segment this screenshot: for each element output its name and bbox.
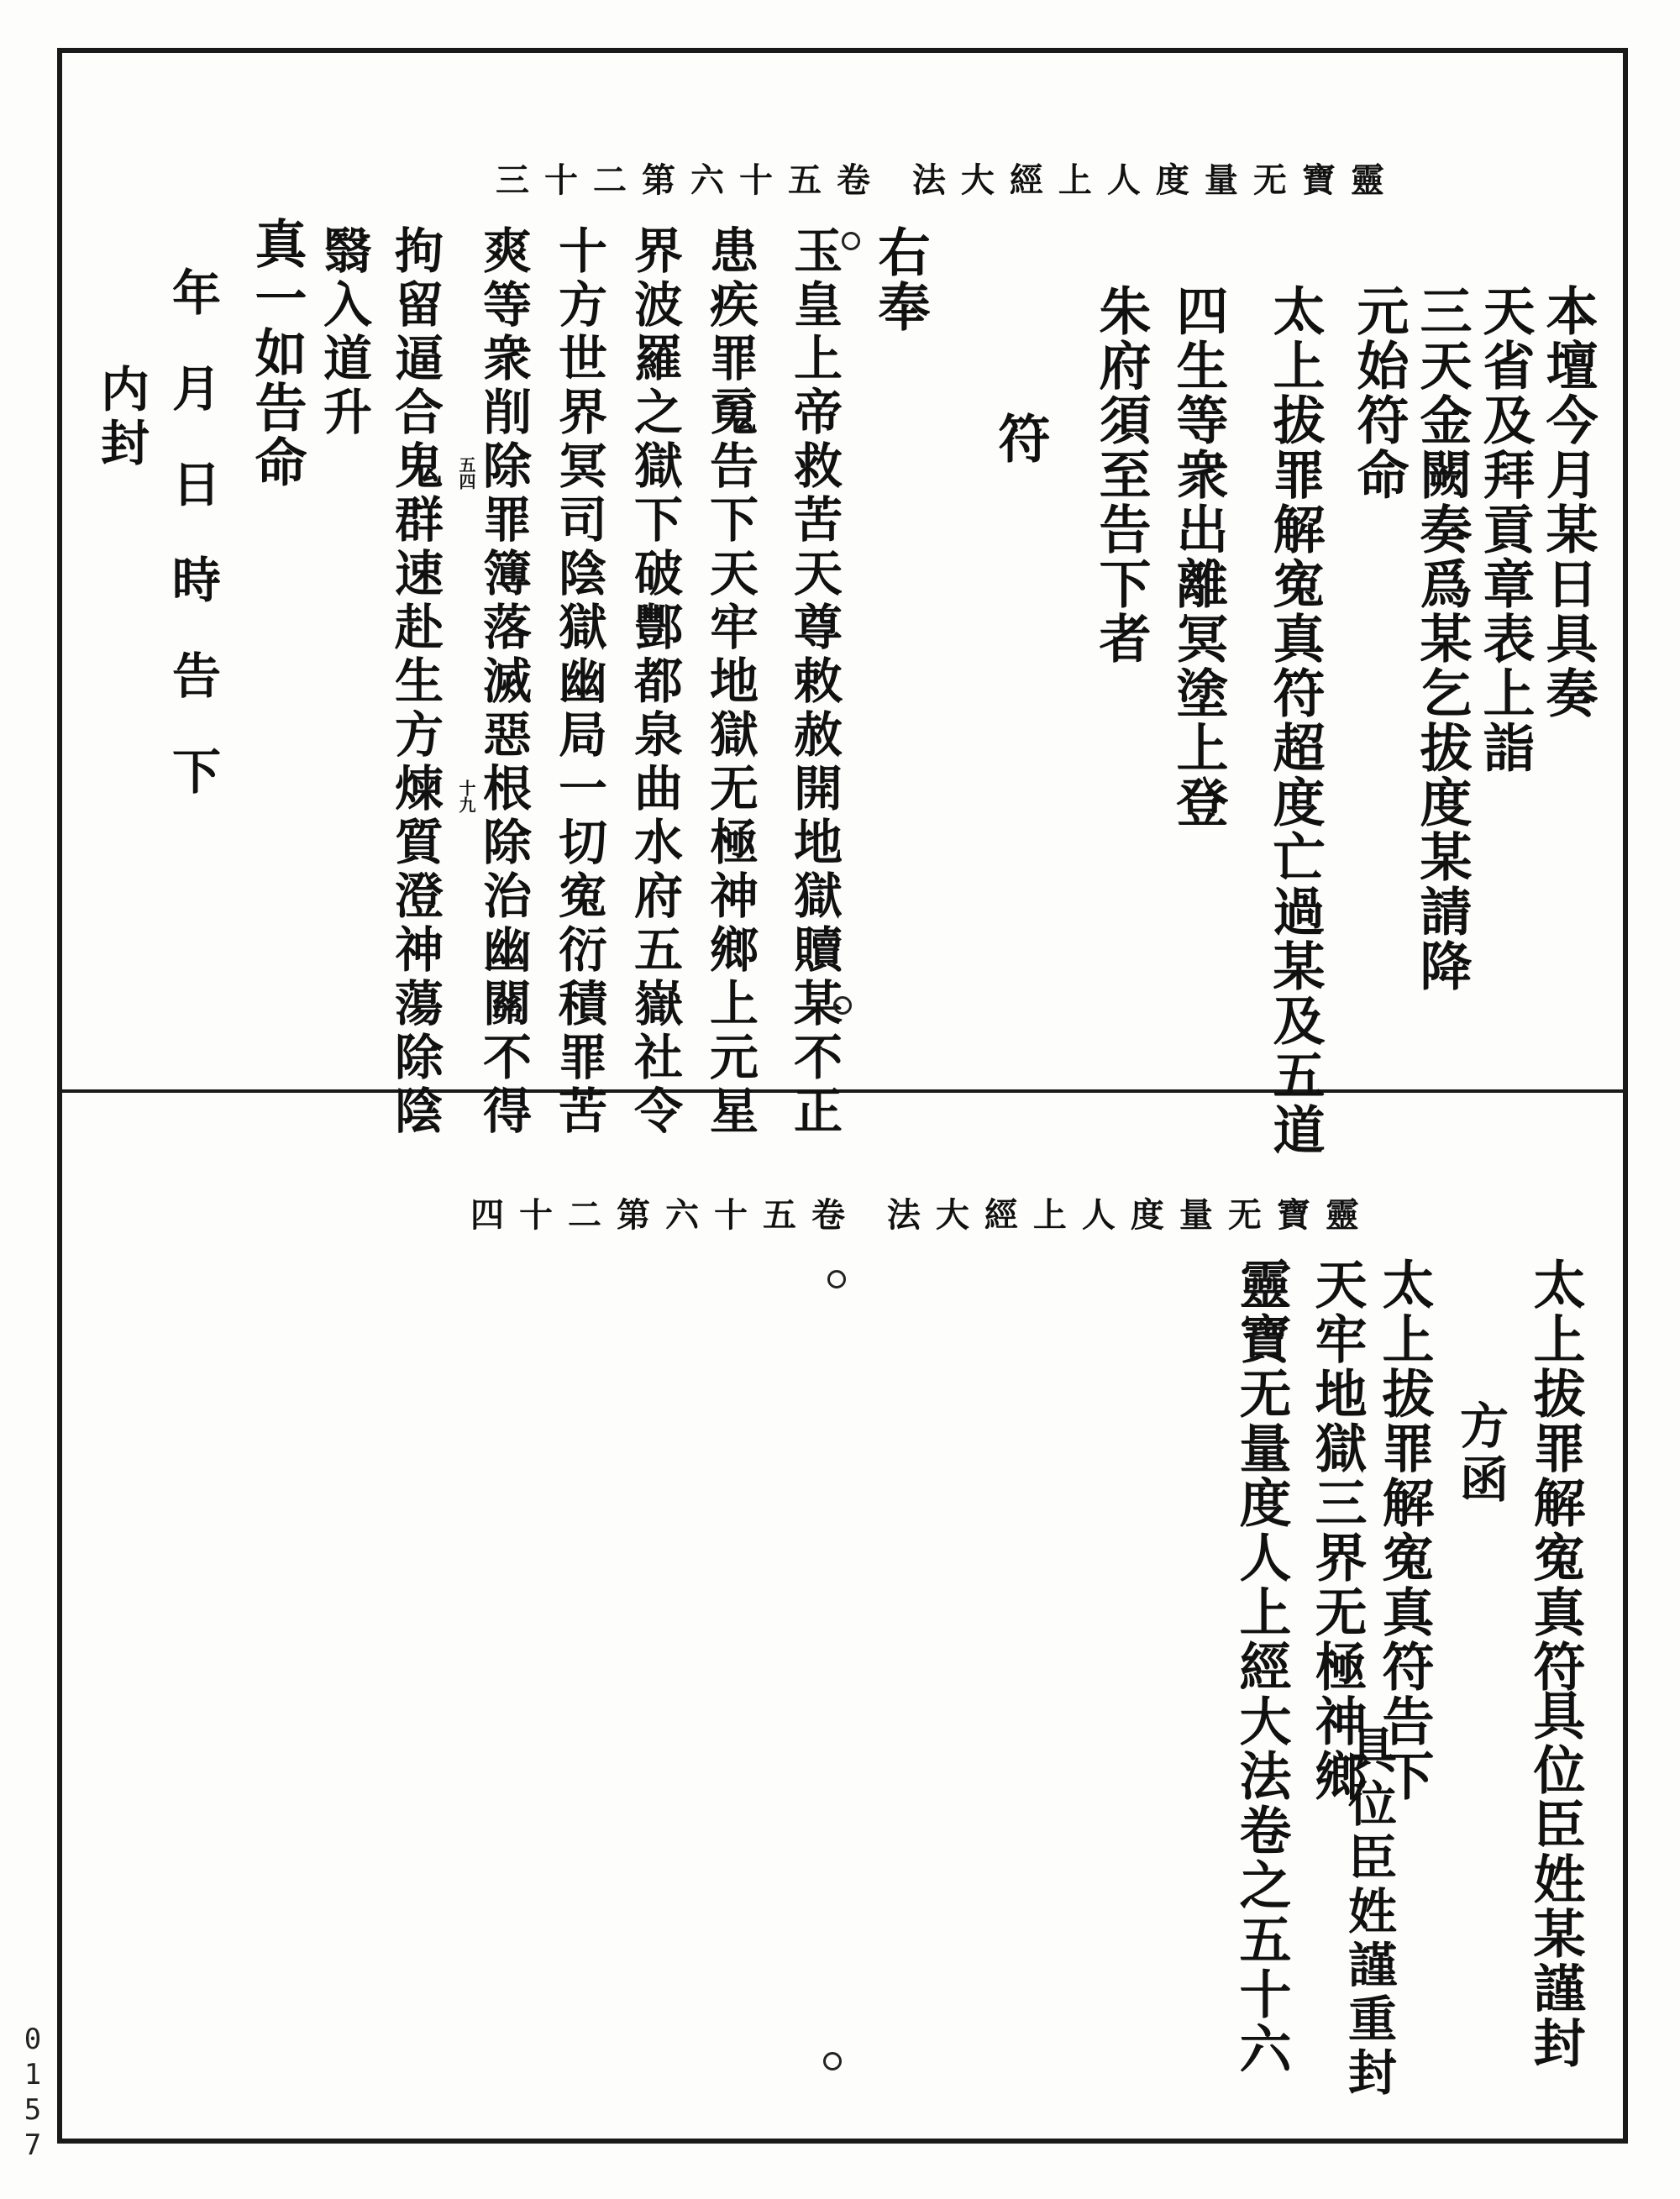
top-col-3: 三天金闕奏爲某乞拔度某請降 [1411, 284, 1473, 994]
circle-mark [823, 2052, 842, 2070]
circle-mark [833, 996, 852, 1015]
top-col-14: 爽等衆削除罪簿落滅惡根除治幽關不得 [475, 225, 532, 1139]
top-col-11: 患疾罪䰟告下天牢地獄无極神鄉上元星 [701, 225, 759, 1139]
top-col-19: 内封 [92, 364, 150, 471]
top-page-header: 三十二第六十五卷 法大經上人度量无寶靈 [496, 160, 1399, 200]
top-col-18: 年月日時告下 [164, 267, 221, 842]
top-col-12: 界波羅之獄下破酆都泉曲水府五嶽社令 [626, 225, 683, 1139]
bottom-col-5: 天牢地獄三界无極神鄉 [1306, 1257, 1368, 1803]
circle-mark [842, 232, 860, 250]
top-col-8: 符 [990, 412, 1051, 466]
top-col-15: 拘留逼合鬼群速赴生方煉質澄神蕩除陰 [386, 225, 444, 1139]
bottom-col-7: 靈寶无量度人上經大法卷之五十六 [1231, 1257, 1292, 2076]
top-col-1: 本壇今月某日具奏 [1537, 284, 1599, 721]
page-divider [57, 1089, 1628, 1093]
bottom-col-2: 具位臣姓某謹封 [1525, 1688, 1586, 2070]
circle-mark [827, 1270, 846, 1288]
top-col-7: 朱府須至告下者 [1090, 284, 1152, 666]
top-col-6: 四生等衆出離冥塗上登 [1168, 284, 1229, 830]
top-col-13: 十方世界冥司陰獄幽局一切寃衍積罪苦 [550, 225, 607, 1139]
page-number: 0 1 5 7 [24, 2023, 42, 2162]
bottom-col-4: 太上拔罪解寃真符告下 [1373, 1257, 1435, 1803]
top-col-9: 右奉 [869, 225, 931, 334]
bottom-page-header: 四十二第六十五卷 法大經上人度量无寶靈 [470, 1195, 1374, 1235]
top-col-5: 太上拔罪解寃真符超度亡過某及五道 [1264, 284, 1326, 1157]
top-note-2: 十九 [456, 779, 476, 813]
bottom-col-1: 太上拔罪解寃真符 [1525, 1257, 1586, 1694]
top-col-10: 玉皇上帝救苦天尊敕赦開地獄贖某不正 [785, 225, 843, 1139]
bottom-col-6: 具位臣姓謹重封 [1340, 1724, 1397, 2101]
top-col-17: 真一如告命 [246, 217, 307, 490]
top-col-4: 元始符命 [1348, 284, 1410, 502]
top-note-1: 五四 [456, 456, 476, 490]
top-col-16: 翳入道升 [315, 225, 372, 440]
top-col-2: 天省及拜貢章表上詣 [1474, 284, 1536, 775]
bottom-col-3: 方函 [1452, 1400, 1509, 1508]
